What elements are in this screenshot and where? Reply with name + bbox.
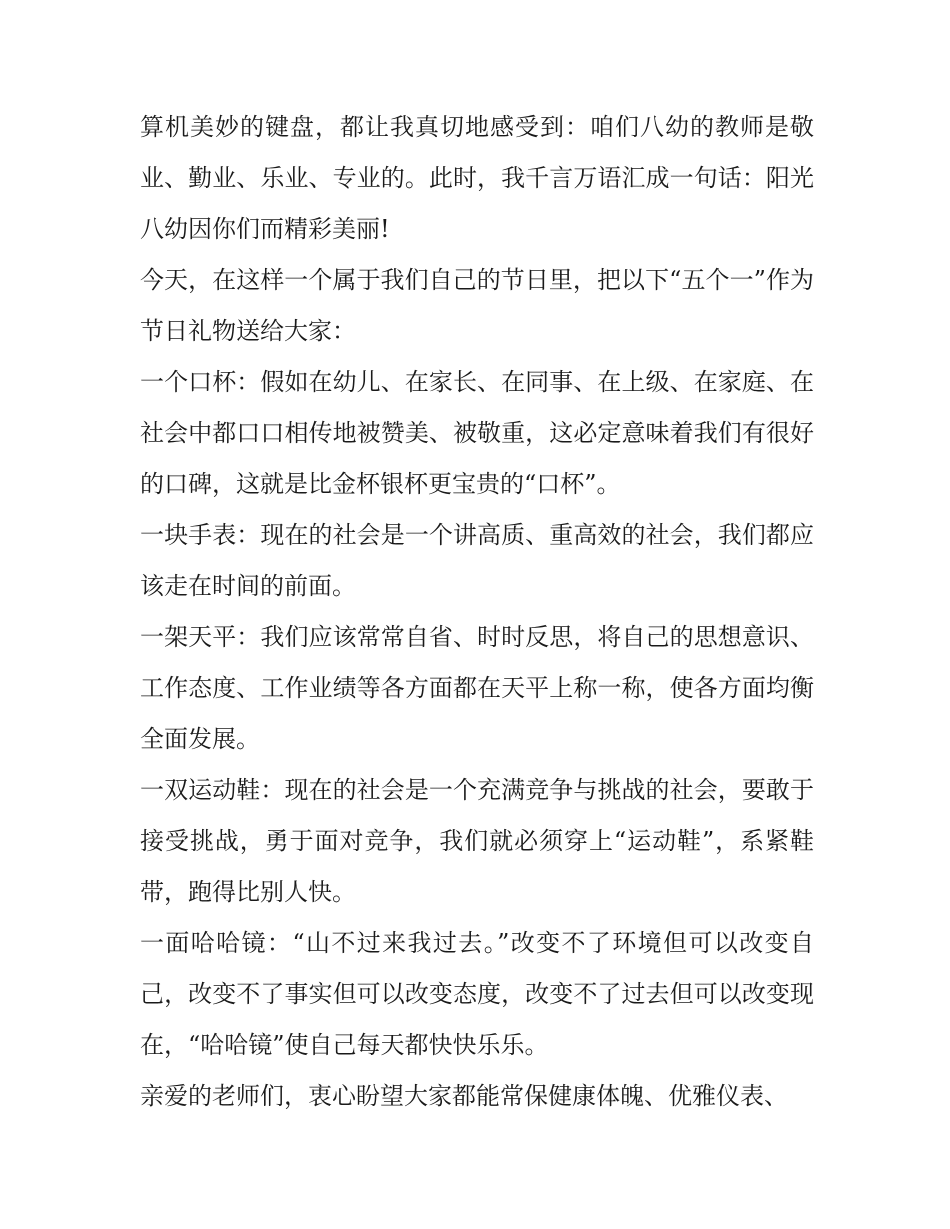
paragraph-gift-sneakers: 一双运动鞋：现在的社会是一个充满竞争与挑战的社会，要敢于接受挑战，勇于面对竞争，我们就必须穿上“运动鞋”，系紧鞋带，跑得比别人快。 <box>140 776 814 906</box>
document-body <box>140 102 814 1122</box>
paragraph-closing-praise: 算机美妙的键盘，都让我真切地感受到：咱们八幼的教师是敬业、勤业、乐业、专业的。此时，我千言万语汇成一句话：阳光八幼因你们而精彩美丽! <box>140 113 814 243</box>
paragraph-gift-intro: 今天，在这样一个属于我们自己的节日里，把以下“五个一”作为节日礼物送给大家： <box>140 266 814 345</box>
paragraph-gift-watch: 一块手表：现在的社会是一个讲高质、重高效的社会，我们都应该走在时间的前面。 <box>140 521 814 600</box>
paragraph-wishes: 亲爱的老师们，衷心盼望大家都能常保健康体魄、优雅仪表、 <box>140 1082 788 1110</box>
paragraph-gift-mirror: 一面哈哈镜：“山不过来我过去。”改变不了环境但可以改变自己，改变不了事实但可以改变态度，改变不了过去但可以改变现在，“哈哈镜”使自己每天都快快乐乐。 <box>140 929 814 1059</box>
paragraph-gift-cup: 一个口杯：假如在幼儿、在家长、在同事、在上级、在家庭、在社会中都口口相传地被赞美、被敬重，这必定意味着我们有很好的口碑，这就是比金杯银杯更宝贵的“口杯”。 <box>140 368 814 498</box>
paragraph-gift-scale: 一架天平：我们应该常常自省、时时反思，将自己的思想意识、工作态度、工作业绩等各方面都在天平上称一称，使各方面均衡全面发展。 <box>140 623 814 753</box>
